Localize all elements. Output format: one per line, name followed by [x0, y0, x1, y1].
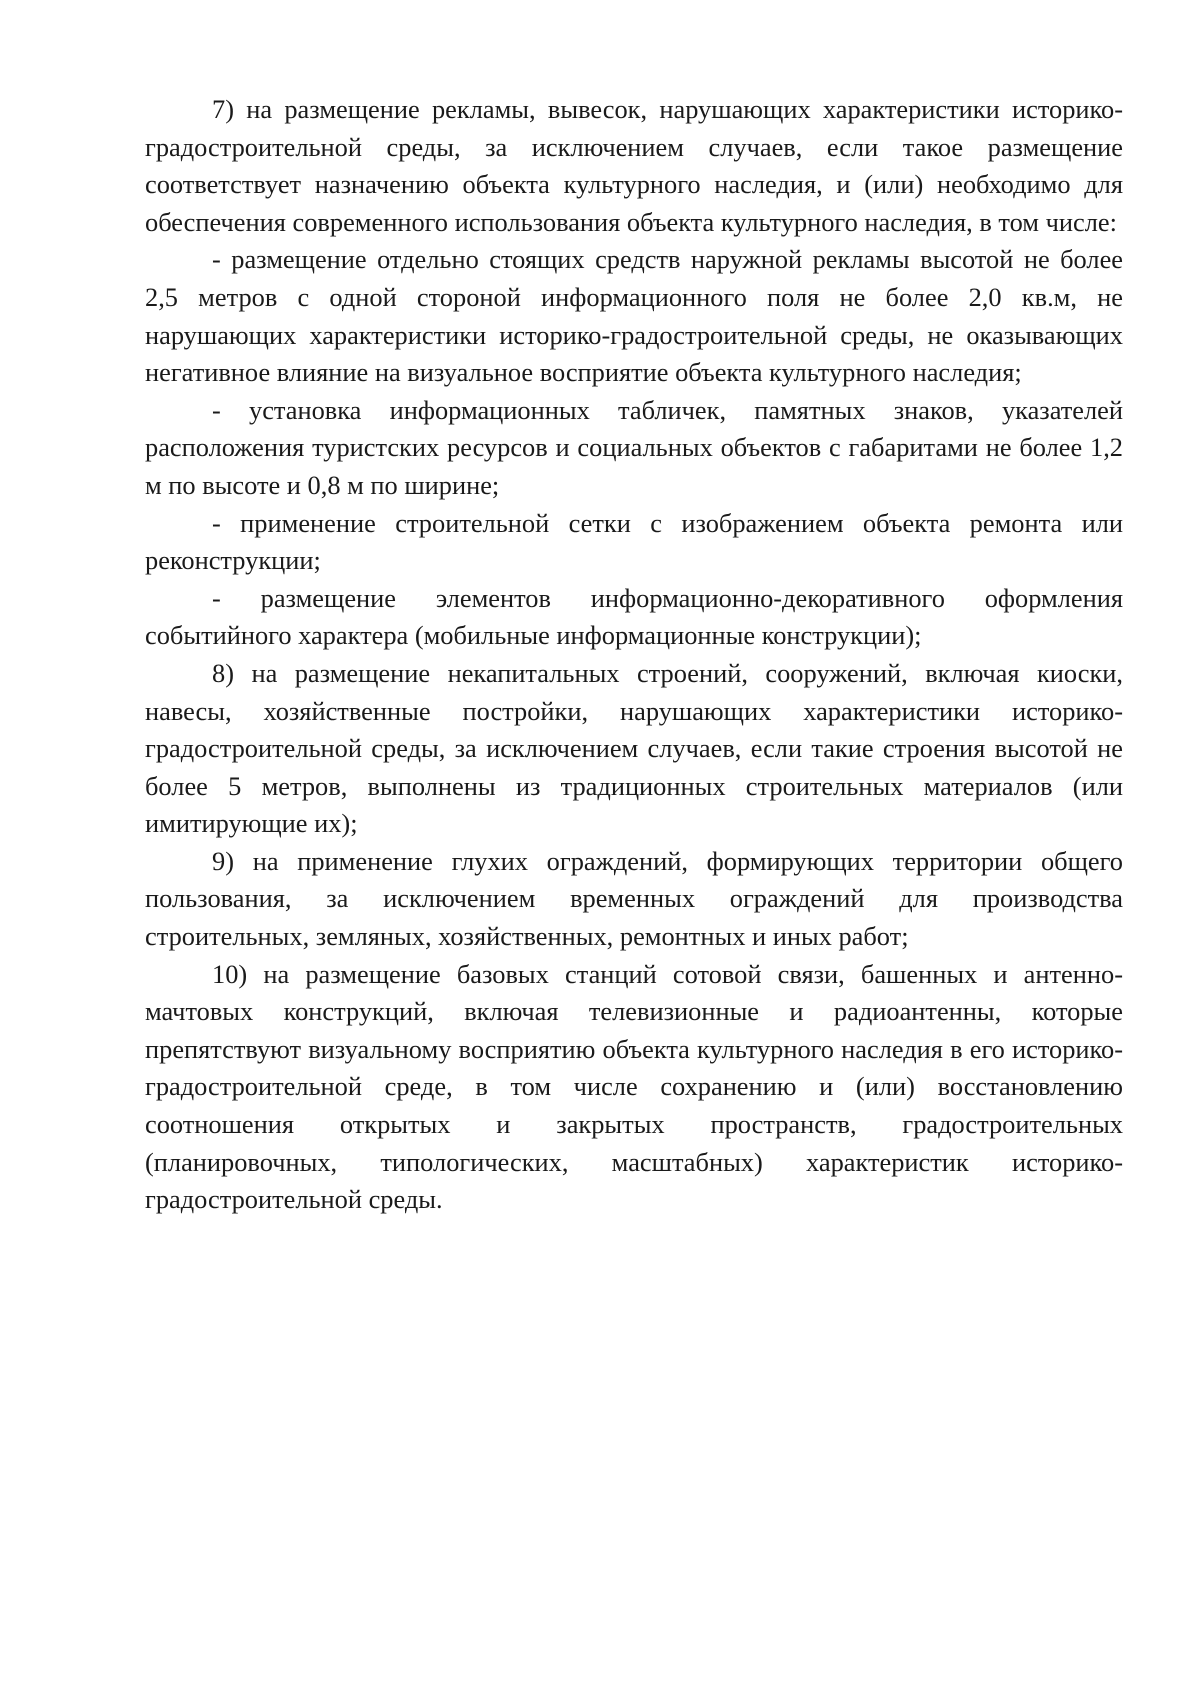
paragraph-item-8: 8) на размещение некапитальных строений, сооружений, включая киоски, навесы, хозяйственные постройки, нарушающих характеристики историко-градостроительной среды, за исключением случаев, если такие строения высотой не более 5 метров, выполнены из традиционных строительных материалов (или имитирующие их); [145, 657, 1123, 839]
paragraph-subitem-construction-mesh: - применение строительной сетки с изображением объекта ремонта или реконструкции; [145, 507, 1123, 576]
paragraph-item-7: 7) на размещение рекламы, вывесок, нарушающих характеристики историко-градостроительной среды, за исключением случаев, если такое размещение соответствует назначению объекта культурного наследия, и (или) необходимо для обеспечения современного использования объекта культурного наследия, в том числе: [145, 94, 1123, 237]
paragraph-subitem-standalone-ads: - размещение отдельно стоящих средств наружной рекламы высотой не более 2,5 метров с одной стороной информационного поля не более 2,0 кв.м, не нарушающих характеристики историко-градостроительной среды, не оказывающих негативное влияние на визуальное восприятие объекта культурного наследия; [145, 244, 1123, 388]
document-body [145, 91, 1123, 1219]
paragraph-subitem-info-plates: - установка информационных табличек, памятных знаков, указателей расположения туристских ресурсов и социальных объектов с габаритами не более 1,2 м по высоте и 0,8 м по ширине; [145, 394, 1123, 500]
paragraph-item-10: 10) на размещение базовых станций сотовой связи, башенных и антенно-мачтовых конструкций, включая телевизионные и радиоантенны, которые препятствуют визуальному восприятию объекта культурного наследия в его историко-градостроительной среде, в том числе сохранению и (или) восстановлению соотношения открытых и закрытых пространств, градостроительных (планировочных, типологических, масштабных) характеристик историко-градостроительной среды. [145, 958, 1123, 1215]
paragraph-item-9: 9) на применение глухих ограждений, формирующих территории общего пользования, за исключением временных ограждений для производства строительных, земляных, хозяйственных, ремонтных и иных работ; [145, 845, 1123, 952]
paragraph-subitem-decorative-elements: - размещение элементов информационно-декоративного оформления событийного характера (мобильные информационные конструкции); [145, 582, 1123, 651]
